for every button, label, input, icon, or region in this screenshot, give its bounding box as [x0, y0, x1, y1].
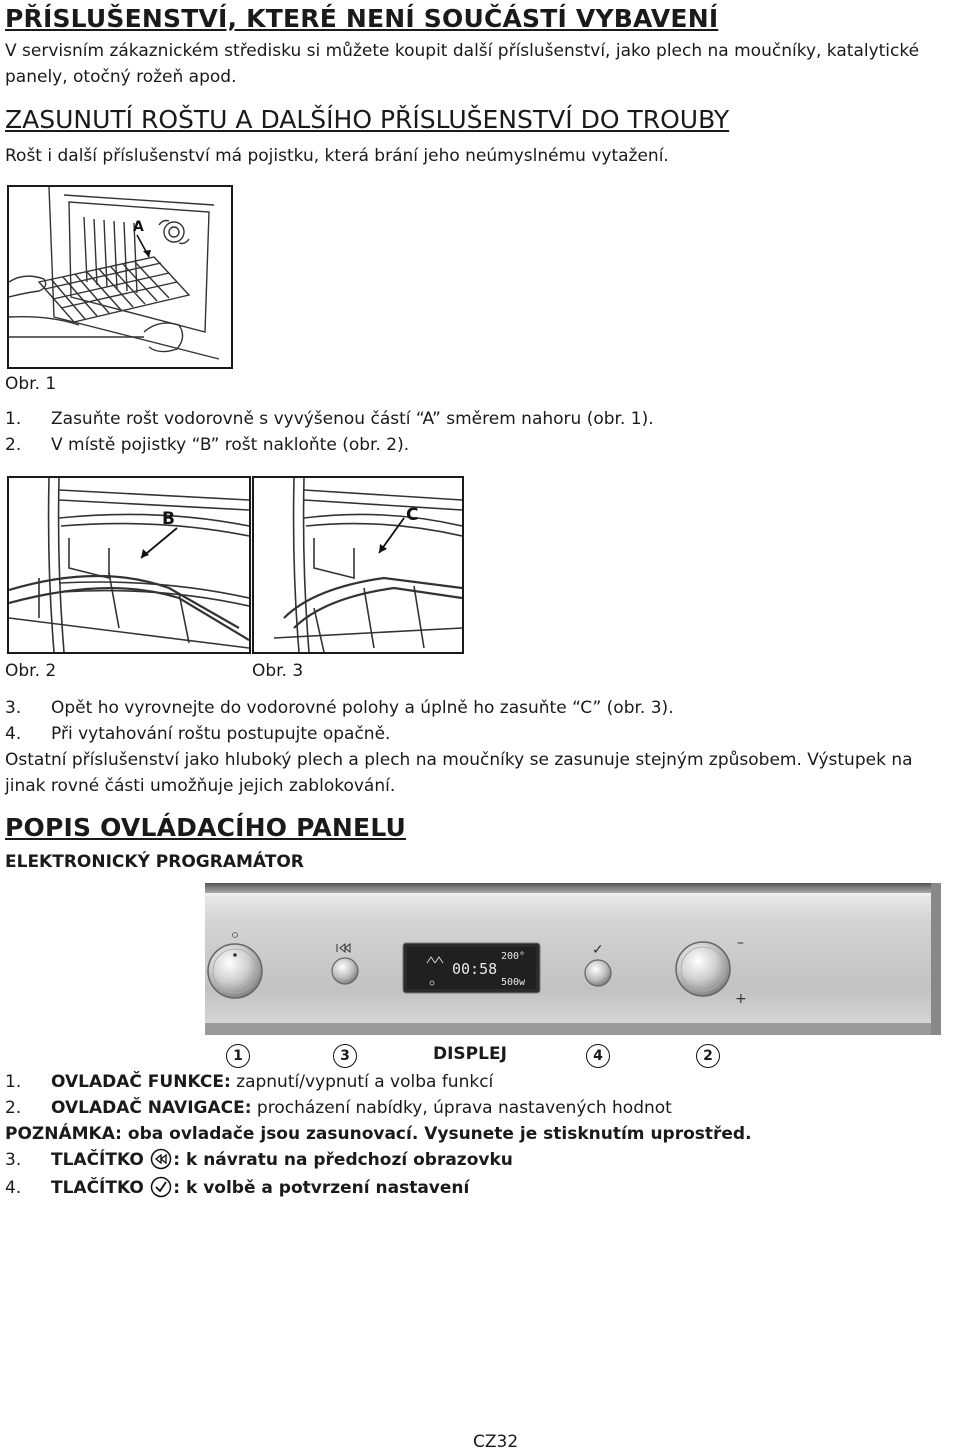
insertion-intro: Rošt i další příslušenství má pojistku, která brání jeho neúmyslnému vytažení.: [5, 146, 669, 166]
step-1: [5, 406, 654, 432]
step-4: [5, 721, 913, 747]
legend-item-1-text: zapnutí/vypnutí a volba funkcí: [230, 1072, 494, 1092]
confirm-button-icon: [150, 1176, 172, 1198]
marker-1: 1: [226, 1044, 250, 1068]
back-button-icon: [150, 1148, 172, 1170]
marker-4: 4: [586, 1044, 610, 1068]
navigation-knob[interactable]: [676, 942, 730, 996]
legend-item-2-label: OVLADAČ NAVIGACE:: [51, 1098, 252, 1118]
figure-3-label: C: [406, 505, 419, 525]
figure-2-caption: Obr. 2: [5, 661, 57, 681]
section-title-control-panel: POPIS OVLÁDACÍHO PANELU: [5, 813, 407, 842]
figure-3-caption: Obr. 3: [252, 661, 304, 681]
step-4-text: Při vytahování roštu postupujte opačně.: [51, 724, 391, 744]
marker-3: 3: [333, 1044, 357, 1068]
legend-item-1: [5, 1069, 752, 1095]
step-1-text: Zasuňte rošt vodorovně s vyvýšenou částí “A” směrem nahoru (obr. 1).: [51, 409, 654, 429]
display-clock: 00:58: [452, 960, 498, 978]
legend-item-3-number: 3.: [5, 1150, 22, 1170]
minus-sign: –: [737, 935, 744, 951]
steps-list-a: [5, 406, 654, 458]
display-temperature: 200°: [501, 951, 526, 962]
accessories-line-1: V servisním zákaznickém středisku si můžete koupit další příslušenství, jako plech na moučníky, katalytické: [5, 41, 920, 61]
function-knob[interactable]: [208, 944, 262, 998]
section-title-accessories: PŘÍSLUŠENSTVÍ, KTERÉ NENÍ SOUČÁSTÍ VYBAVENÍ: [5, 4, 719, 33]
check-icon: ✓: [592, 942, 604, 958]
step-3: [5, 695, 913, 721]
display-label: DISPLEJ: [433, 1044, 507, 1064]
confirm-button[interactable]: [585, 960, 611, 986]
display-power: 500w: [501, 977, 526, 988]
step-2: [5, 432, 654, 458]
other-accessories-line-2: jinak rovné části umožňuje jejich zablokování.: [5, 776, 396, 796]
section-subtitle-programmer: ELEKTRONICKÝ PROGRAMÁTOR: [5, 852, 304, 872]
legend-item-1-number: 1.: [5, 1072, 22, 1092]
rack-tilt-illustration: [9, 478, 249, 652]
legend-item-3-label: TLAČÍTKO: [51, 1150, 144, 1170]
legend-item-3-text: : k návratu na předchozí obrazovku: [173, 1150, 513, 1170]
figure-2-label: B: [162, 509, 175, 529]
control-panel-illustration: [205, 883, 941, 1035]
rack-insertion-illustration: [9, 187, 231, 367]
step-3-number: 3.: [5, 698, 22, 718]
figure-1-label: A: [133, 219, 144, 235]
accessories-paragraph: [5, 38, 960, 90]
control-panel-image: [205, 883, 941, 1035]
legend-item-4-text: : k volbě a potvrzení nastavení: [173, 1178, 470, 1198]
marker-2: 2: [696, 1044, 720, 1068]
step-3-text: Opět ho vyrovnejte do vodorovné polohy a úplně ho zasuňte “C” (obr. 3).: [51, 698, 674, 718]
step-4-number: 4.: [5, 724, 22, 744]
legend-item-1-label: OVLADAČ FUNKCE:: [51, 1072, 231, 1092]
figure-2-rack-tilt: [7, 476, 251, 654]
figure-1-caption: Obr. 1: [5, 374, 57, 394]
legend-item-3: [5, 1147, 752, 1173]
legend-item-2: [5, 1095, 752, 1121]
accessories-line-2: panely, otočný rožeň apod.: [5, 67, 237, 87]
figure-1-rack-insertion: [7, 185, 233, 369]
figure-3-rack-pushed: [252, 476, 464, 654]
steps-list-b: [5, 695, 913, 799]
step-2-text: V místě pojistky “B” rošt nakloňte (obr. 2).: [51, 435, 410, 455]
section-title-insertion: ZASUNUTÍ ROŠTU A DALŠÍHO PŘÍSLUŠENSTVÍ DO TROUBY: [5, 105, 730, 134]
legend-item-4-label: TLAČÍTKO: [51, 1178, 144, 1198]
legend-item-2-text: procházení nabídky, úprava nastavených hodnot: [251, 1098, 672, 1118]
legend-item-2-number: 2.: [5, 1098, 22, 1118]
rack-pushed-illustration: [254, 478, 462, 652]
back-button[interactable]: [332, 958, 358, 984]
legend-item-4-number: 4.: [5, 1178, 22, 1198]
legend-item-4: [5, 1175, 752, 1201]
step-2-number: 2.: [5, 435, 22, 455]
control-legend: [5, 1069, 752, 1201]
step-1-number: 1.: [5, 409, 22, 429]
plus-sign: +: [735, 991, 747, 1007]
other-accessories-line-1: Ostatní příslušenství jako hluboký plech a plech na moučníky se zasunuje stejným způsobem. Výstupek na: [5, 750, 913, 770]
page-number: CZ32: [473, 1432, 519, 1452]
legend-note: POZNÁMKA: oba ovladače jsou zasunovací. Vysunete je stisknutím uprostřed.: [5, 1124, 752, 1144]
